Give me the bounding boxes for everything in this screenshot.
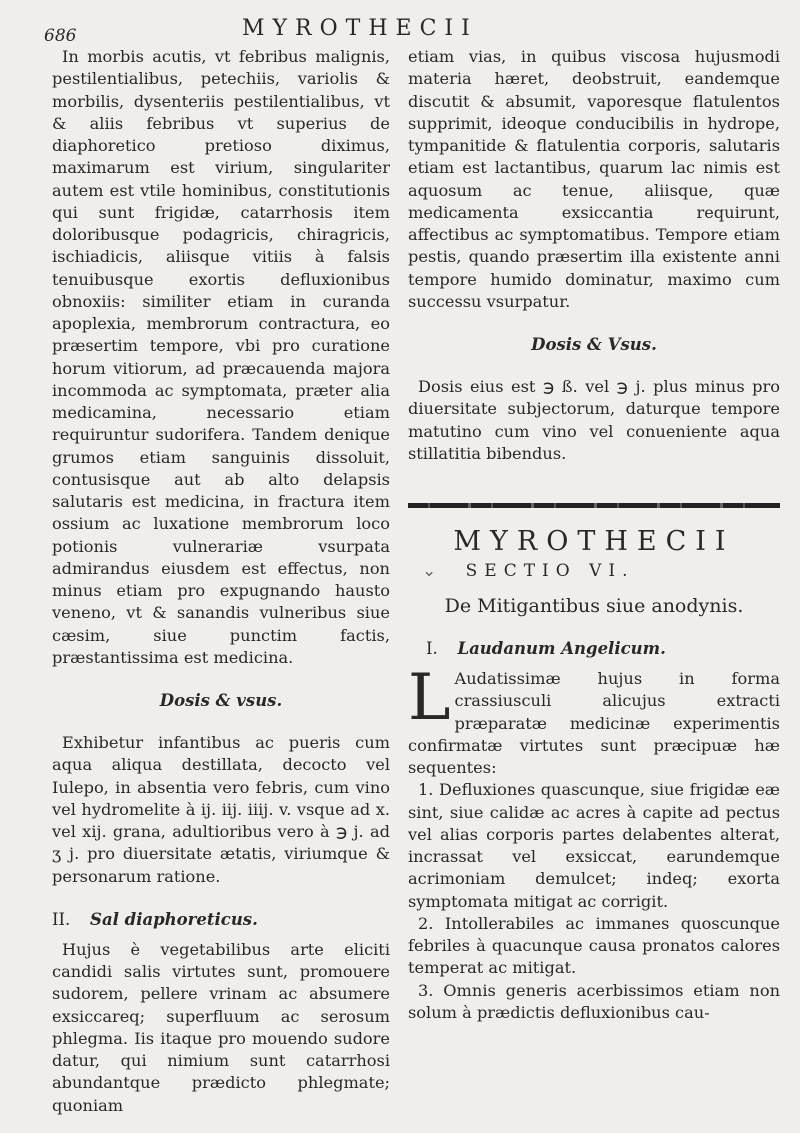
section-title: Sal diaphoreticus. [90, 909, 258, 929]
right-column [408, 46, 780, 1024]
page-number: 686 [44, 26, 77, 46]
intro-block [408, 661, 780, 779]
ornamental-rule [408, 503, 780, 508]
left-column [52, 46, 390, 1117]
subheading-dosis: Dosis & Vsus. [531, 335, 657, 354]
paragraph: Dosis eius est ℈ ß. vel ℈ j. plus minus pro diuersitate subjectorum, daturque tempore matutino cum vino vel conueniente aqua stillatitia bibendus. [408, 377, 780, 463]
item-number: I. [426, 639, 438, 658]
section-title: MYROTHECII [453, 526, 735, 557]
paragraph: etiam vias, in quibus viscosa hujusmodi materia hæret, deobstruit, eandemque discutit & absumit, vaporesque flatulentos supprimit, ideoque conducibilis in hydrope, tympanitide & flatulentia corporis, salutaris etiam est lactantibus, quarum lac nimis est aquosum ac tenue, aliisque, quæ medicamenta exsiccantia requirunt, affectibus ac symptomatibus. Tempore etiam pestis, quando præsertim illa existente anni tempore humido dominatur, maximo cum successu vsurpatur. [408, 47, 780, 311]
section-subtitle [422, 561, 780, 581]
section-sub-label: SECTIO VI. [465, 561, 635, 581]
list-item: 1. Defluxiones quascunque, siue frigidæ eæ sint, siue calidæ ac acres à capite ad pectus vel alias corporis partes delabentes alterat, incrassat vel exsiccat, earundemque acrimoniam demulcet; indeq; exorta symptomata mitigat ac corrigit. [408, 780, 780, 911]
list-item: 2. Intollerabiles ac immanes quoscunque febriles à quacunque causa pronatos calores temperat ac mitigat. [408, 913, 780, 978]
subheading-sal [52, 910, 390, 929]
paragraph: Audatissimæ hujus in forma crassiusculi alicujus extracti præparatæ medicinæ experimentis confirmatæ virtutes sunt præcipuæ hæ sequentes: [408, 669, 780, 777]
section-number: II. [52, 909, 71, 929]
paragraph: Exhibetur infantibus ac pueris cum aqua aliqua destillata, decocto vel Iulepo, in absentia vero febris, cum vino vel hydromelite à ij. iij. iiij. v. vsque ad x. vel xij. grana, adultioribus vero à ℈ j. ad ʒ j. pro diuersitate ætatis, viriumque & personarum ratione. [52, 733, 390, 886]
section-heading: De Mitigantibus siue anodynis. [444, 595, 744, 617]
paragraph: Hujus è vegetabilibus arte eliciti candidi salis virtutes sunt, promouere sudorem, pellere vrinam ac absumere exsiccareq; superfluum ac serosum phlegma. Iis itaque pro mouendo sudore datur, qui nimium sunt catarrhosi abundantque prædicto phlegmate; quoniam [52, 939, 390, 1115]
mark-icon: ⌄ [422, 561, 444, 581]
subheading-dosis: Dosis & vsus. [159, 691, 283, 710]
item-title: Laudanum Angelicum. [457, 639, 666, 658]
paragraph: In morbis acutis, vt febribus malignis, pestilentialibus, petechiis, variolis & morbilis, dysenteriis pestilentialibus, vt & aliis febribus vt superius de diaphoretico pretioso diximus, maximarum est virium, singulariter autem est vtile hominibus, constitutionis qui sunt frigidæ, catarrhosis item doloribusque podagricis, chiragricis, ischiadicis, aliisque vitiis à falsis tenuibusque exortis defluxionibus obnoxiis: similiter etiam in curanda apoplexia, membrorum contractura, eo præsertim tempore, vbi pro curatione horum vitiorum, ad præcauenda majora incommoda ac symptomata, præter alia medicamina, necessario etiam requiruntur sudorifera. Tandem denique grumos etiam sanguinis dissoluit, contusisque aut ab alto delapsis salutaris est medicina, in fractura item ossium ac luxatione membrorum loco potionis vulnerariæ vsurpata admirandus eiusdem est effectus, non minus etiam pro expugnando hausto veneno, vt & sanandis vulneribus siue cæsim, siue punctim factis, præstantissima est medicina. [52, 47, 390, 667]
item-heading [426, 639, 780, 658]
list-item: 3. Omnis generis acerbissimos etiam non solum à prædictis defluxionibus cau- [408, 980, 780, 1022]
page-header [0, 14, 800, 48]
running-head: MYROTHECII [242, 16, 478, 41]
drop-cap: L [408, 661, 451, 735]
